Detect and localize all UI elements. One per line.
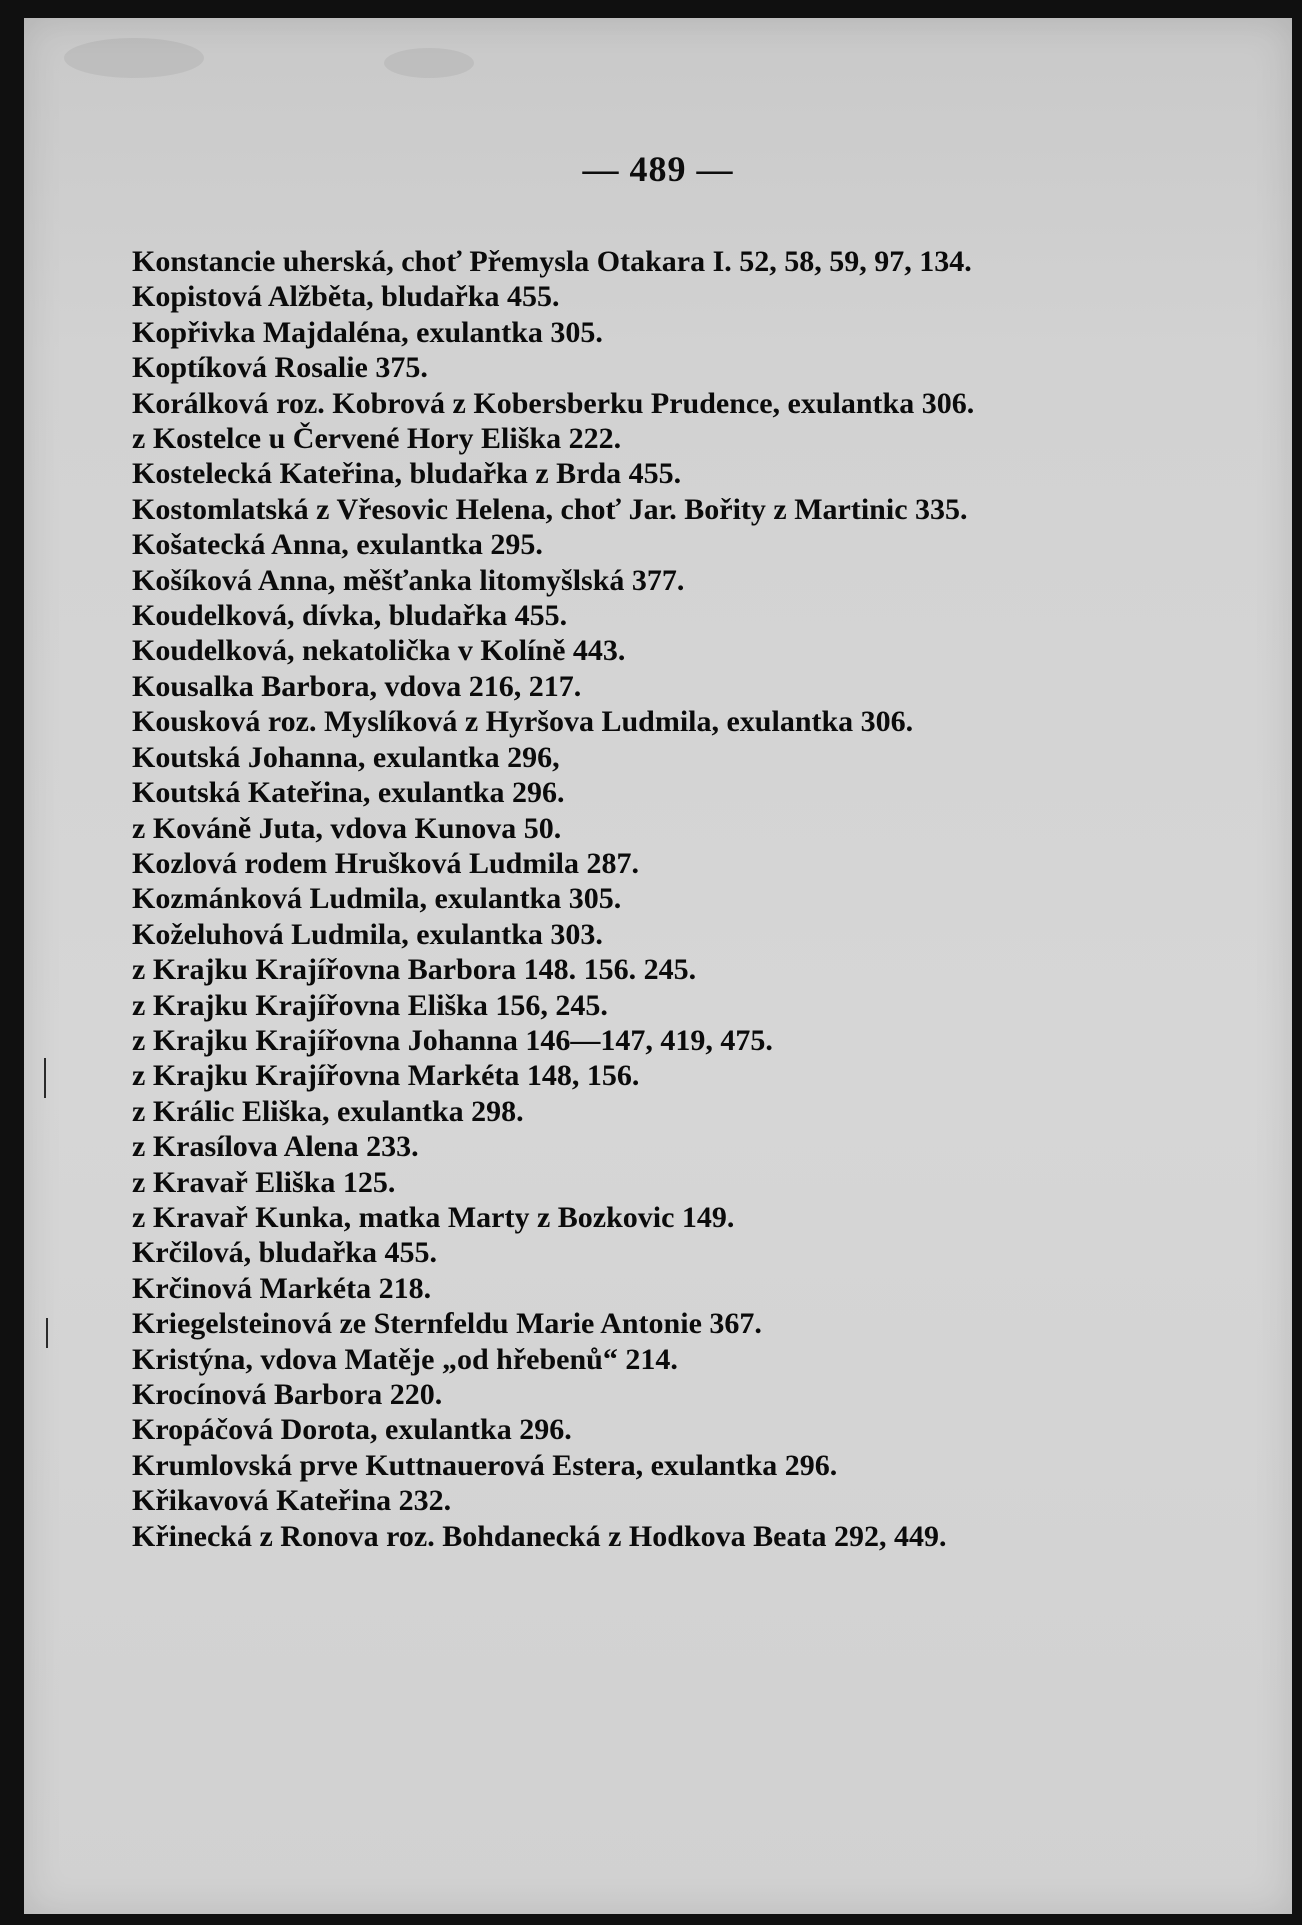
- index-entry: Kopřivka Majdaléna, exulantka 305.: [132, 315, 603, 349]
- index-entry: Krčinová Markéta 218.: [132, 1271, 432, 1305]
- index-entry: Krumlovská prve Kuttnauerová Estera, exulantka 296.: [132, 1448, 838, 1482]
- index-entry: Kopistová Alžběta, bludařka 455.: [132, 280, 560, 314]
- index-entry: Košíková Anna, měšťanka litomyšlská 377.: [132, 563, 685, 597]
- index-entry: Kriegelsteinová ze Sternfeldu Marie Antonie 367.: [132, 1307, 762, 1341]
- index-entry: z Krajku Krajířovna Barbora 148. 156. 245.: [132, 953, 697, 987]
- index-entry: z Kostelce u Červené Hory Eliška 222.: [132, 422, 622, 456]
- index-entry: Křinecká z Ronova roz. Bohdanecká z Hodkova Beata 292, 449.: [132, 1519, 947, 1553]
- index-entry: z Krajku Krajířovna Markéta 148, 156.: [132, 1059, 640, 1093]
- scan-speck: [44, 1058, 46, 1098]
- index-entry: Kousková roz. Myslíková z Hyršova Ludmila, exulantka 306.: [132, 705, 914, 739]
- index-entry: Kristýna, vdova Matěje „od hřebenů“ 214.: [132, 1342, 678, 1376]
- index-entry: z Kováně Juta, vdova Kunova 50.: [132, 811, 562, 845]
- index-entry: z Kravař Eliška 125.: [132, 1165, 396, 1199]
- index-entry: Kostomlatská z Vřesovic Helena, choť Jar. Bořity z Martinic 335.: [132, 492, 968, 526]
- index-entry: Kozmánková Ludmila, exulantka 305.: [132, 882, 622, 916]
- index-entry: Koudelková, dívka, bludařka 455.: [132, 599, 568, 633]
- book-page: [24, 18, 1292, 1914]
- index-entry: Kousalka Barbora, vdova 216, 217.: [132, 669, 582, 703]
- index-entry: Krocínová Barbora 220.: [132, 1378, 443, 1411]
- scan-smudge: [384, 48, 474, 78]
- index-entries: [132, 244, 1132, 1554]
- index-entry: Křikavová Kateřina 232.: [132, 1484, 452, 1518]
- index-entry: Konstancie uherská, choť Přemysla Otakara I. 52, 58, 59, 97, 134.: [132, 245, 972, 278]
- index-entry: Koutská Kateřina, exulantka 296.: [132, 776, 565, 810]
- index-entry: Koudelková, nekatolička v Kolíně 443.: [132, 634, 626, 668]
- index-entry: Kropáčová Dorota, exulantka 296.: [132, 1413, 572, 1447]
- scan-smudge: [64, 38, 204, 78]
- index-entry: z Krasílova Alena 233.: [132, 1130, 419, 1164]
- index-entry: Krčilová, bludařka 455.: [132, 1236, 438, 1270]
- index-entry: z Kravař Kunka, matka Marty z Bozkovic 149.: [132, 1200, 735, 1234]
- scan-speck: [46, 1318, 48, 1348]
- index-entry: Kostelecká Kateřina, bludařka z Brda 455.: [132, 457, 682, 491]
- index-entry: Koželuhová Ludmila, exulantka 303.: [132, 917, 603, 951]
- index-entry: Košatecká Anna, exulantka 295.: [132, 528, 543, 562]
- index-entry: Koutská Johanna, exulantka 296,: [132, 740, 560, 774]
- index-entry: z Králic Eliška, exulantka 298.: [132, 1094, 524, 1128]
- page-number: — 489 —: [582, 149, 734, 189]
- index-entry: z Krajku Krajířovna Eliška 156, 245.: [132, 988, 608, 1022]
- index-entry: Kozlová rodem Hrušková Ludmila 287.: [132, 846, 639, 880]
- index-entry: Korálková roz. Kobrová z Kobersberku Prudence, exulantka 306.: [132, 386, 975, 420]
- index-entry: z Krajku Krajířovna Johanna 146—147, 419, 475.: [132, 1023, 773, 1057]
- index-entry: Koptíková Rosalie 375.: [132, 351, 428, 385]
